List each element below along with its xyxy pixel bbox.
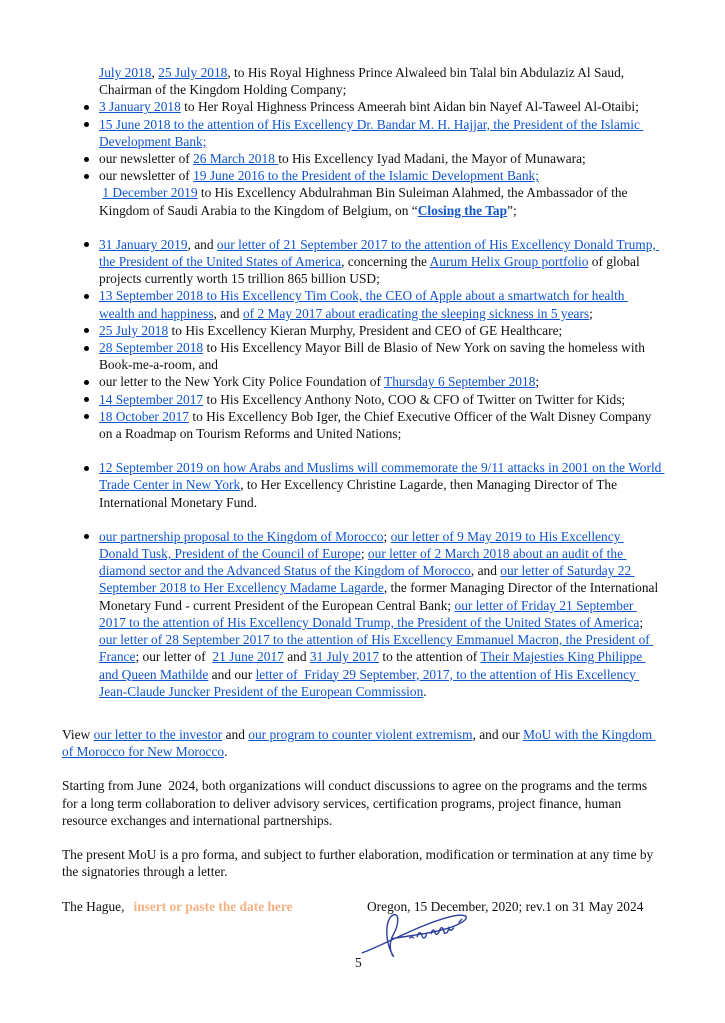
list-item: [62, 236, 663, 288]
list-item: [62, 373, 663, 390]
bullet-icon: [84, 414, 89, 419]
bullet-icon: [84, 157, 89, 162]
bullet-list: [62, 459, 663, 511]
bullet-icon: [84, 397, 89, 402]
text-run: to Her Royal Highness Princess Ameerah bint Aidan bin Nayef Al-Taweel Al-Otaibi;: [180, 99, 639, 115]
text-run: to the attention of: [379, 649, 481, 665]
bullet-icon: [84, 105, 89, 110]
text-run: , to Her Excellency Christine Lagarde, then Managing Director of The International Monetary Fund.: [99, 477, 621, 510]
text-run: ”;: [507, 202, 517, 218]
bullet-icon: [84, 534, 89, 539]
hyperlink[interactable]: of 2 May 2017 about eradicating the sleeping sickness in 5 years: [242, 305, 590, 321]
text-run: ;: [383, 528, 391, 544]
hyperlink[interactable]: letter of Friday 29 September, 2017, to the attention of His Excellency Jean-Claude Juncker President of the European Commission: [99, 666, 640, 699]
signature-image: [358, 908, 480, 958]
paragraph: [62, 846, 663, 880]
bullet-list: [62, 236, 663, 442]
hyperlink[interactable]: July 2018: [99, 65, 152, 80]
hyperlink[interactable]: Aurum Helix Group portfolio: [429, 254, 589, 270]
list-item: [62, 459, 663, 511]
paragraph: [62, 726, 663, 760]
hyperlink[interactable]: 13 September 2018 to His Excellency Tim Cook, the CEO of Apple about a smartwatch for health wealth and happiness: [99, 288, 628, 321]
list-item: [62, 184, 663, 218]
list-item: [62, 528, 663, 700]
list-item: [62, 116, 663, 150]
list-item: [62, 287, 663, 321]
hyperlink[interactable]: 31 January 2019: [99, 236, 188, 252]
list-item: [62, 408, 663, 442]
hyperlink[interactable]: our letter of Friday 21 September 2017 to the attention of His Excellency Donald Trump, the President of the United States of America: [99, 597, 640, 630]
hyperlink[interactable]: 25 July 2018: [99, 322, 169, 338]
text-run: to His Excellency Bob Iger, the Chief Executive Officer of the Walt Disney Company on a Roadmap on Tourism Reforms and United Nations;: [99, 408, 655, 442]
list-item: [62, 339, 663, 373]
hyperlink[interactable]: 26 March 2018: [193, 151, 279, 167]
text-run: , and our: [472, 726, 524, 742]
text-run: ;: [589, 305, 593, 321]
bullet-icon: [84, 380, 89, 385]
text-run: of global projects currently worth 15 trillion 865 billion USD;: [99, 254, 644, 287]
text-run: , concerning the: [341, 254, 430, 270]
text-run: our letter to the New York City Police Foundation of: [99, 374, 385, 390]
bullet-list: [62, 64, 663, 219]
hyperlink[interactable]: our letter of 9 May 2019 to His Excellency Donald Tusk, President of the Council of Europe: [99, 528, 624, 562]
text-run: and: [283, 649, 310, 665]
hyperlink[interactable]: 14 September 2017: [99, 391, 204, 407]
bullet-icon: [84, 294, 89, 299]
text-run: and: [222, 726, 249, 742]
text-run: Starting from June 2024, both organizations will conduct discussions to agree on the programs and the terms for a long term collaboration to deliver advisory services, certification programs, project finance, human resource exchanges and international partnerships.: [62, 778, 651, 828]
text-run: our newsletter of: [99, 168, 194, 184]
text-run: to His Excellency Abdulrahman Bin Suleiman Alahmed, the Ambassador of the Kingdom of Saudi Arabia to the Kingdom of Belgium, on “: [99, 185, 631, 218]
hyperlink[interactable]: 21 June 2017: [212, 649, 284, 665]
list-item: [62, 98, 663, 115]
text-run: , the former Managing Director of the International Monetary Fund - current President of the European Central Bank;: [99, 580, 662, 613]
hyperlink[interactable]: 3 January 2018: [99, 99, 181, 115]
list-item: [62, 322, 663, 339]
hyperlink[interactable]: Closing the Tap: [417, 202, 508, 218]
text-run: ;: [360, 546, 368, 562]
hyperlink[interactable]: 28 September 2018: [99, 340, 204, 356]
list-item: [62, 167, 663, 184]
hyperlink[interactable]: 15 June 2018 to the attention of His Excellency Dr. Bandar M. H. Hajjar, the President of the Islamic Development Bank;: [99, 116, 644, 149]
text-run: to His Excellency Kieran Murphy, President and CEO of GE Healthcare;: [168, 322, 563, 338]
bullet-icon: [84, 328, 89, 333]
text-run: to His Excellency Anthony Noto, COO & CFO of Twitter on Twitter for Kids;: [203, 391, 626, 407]
hyperlink[interactable]: 12 September 2019 on how Arabs and Muslims will commemorate the 9/11 attacks in 2001 on the World Trade Center in New York: [99, 460, 665, 493]
list-item: [62, 391, 663, 408]
place-date-right-label: Oregon, 15 December, 2020; rev.1 on 31 May 2024: [367, 899, 644, 915]
list-item: [62, 150, 663, 167]
hyperlink[interactable]: MoU with the Kingdom of Morocco for New Morocco: [62, 726, 656, 760]
date-placeholder-field[interactable]: insert or paste the date here: [133, 899, 293, 915]
bullet-icon: [84, 466, 89, 471]
bullet-icon: [84, 174, 89, 179]
text-run: to His Excellency Iyad Madani, the Mayor of Munawara;: [278, 151, 586, 167]
hyperlink[interactable]: 18 October 2017: [99, 408, 189, 424]
text-run: , and: [213, 305, 243, 321]
hyperlink[interactable]: our letter of 21 September 2017 to the attention of His Excellency Donald Trump, the President of the United States of America: [99, 236, 660, 270]
bullet-icon: [84, 122, 89, 127]
text-run: ; our letter of: [135, 649, 213, 665]
hyperlink[interactable]: our letter of 2 March 2018 about an audit of the diamond sector and the Advanced Status of the Kingdom of Morocco: [99, 546, 627, 579]
place-left-label: The Hague,: [62, 899, 125, 915]
text-run: to His Excellency Mayor Bill de Blasio of New York on saving the homeless with Book-me-a-room, and: [99, 340, 649, 373]
text-run: our newsletter of: [99, 151, 194, 167]
hyperlink[interactable]: 25 July 2018: [158, 65, 228, 80]
text-run: ,: [151, 65, 159, 80]
paragraph: [62, 777, 663, 829]
hyperlink[interactable]: 1 December 2019: [102, 185, 198, 201]
text-run: , and: [187, 236, 217, 252]
bullet-icon: [84, 242, 89, 247]
text-run: ;: [535, 374, 540, 390]
text-run: .: [224, 744, 228, 760]
hyperlink[interactable]: Thursday 6 September 2018: [384, 374, 536, 390]
text-run: View: [62, 726, 94, 742]
list-item: [62, 64, 663, 98]
text-run: ;: [639, 614, 647, 630]
hyperlink[interactable]: our letter of Saturday 22 September 2018 to Her Excellency Madame Lagarde: [99, 563, 635, 596]
bullet-list: [62, 528, 663, 700]
hyperlink[interactable]: 31 July 2017: [309, 649, 380, 665]
text-run: .: [423, 683, 427, 699]
hyperlink[interactable]: Their Majesties King Philippe and Queen Mathilde: [99, 649, 646, 682]
text-run: The present MoU is a pro forma, and subject to further elaboration, modification or termination at any time by the signatories through a letter.: [62, 846, 657, 880]
hyperlink[interactable]: our letter of 28 September 2017 to the attention of His Excellency Emmanuel Macron, the President of France: [99, 632, 654, 665]
hyperlink[interactable]: our letter to the investor: [93, 726, 223, 742]
hyperlink[interactable]: our partnership proposal to the Kingdom of Morocco: [99, 528, 384, 544]
page-number: 5: [355, 955, 362, 970]
document-body: [62, 64, 663, 916]
bullet-icon: [84, 346, 89, 351]
hyperlink[interactable]: our program to counter violent extremism: [248, 726, 473, 742]
text-run: , and: [470, 563, 501, 579]
hyperlink[interactable]: 19 June 2016 to the President of the Islamic Development Bank;: [193, 168, 539, 184]
text-run: , to His Royal Highness Prince Alwaleed bin Talal bin Abdulaziz Al Saud, Chairman of the Kingdom Holding Company;: [99, 65, 628, 98]
text-run: and our: [208, 666, 256, 682]
